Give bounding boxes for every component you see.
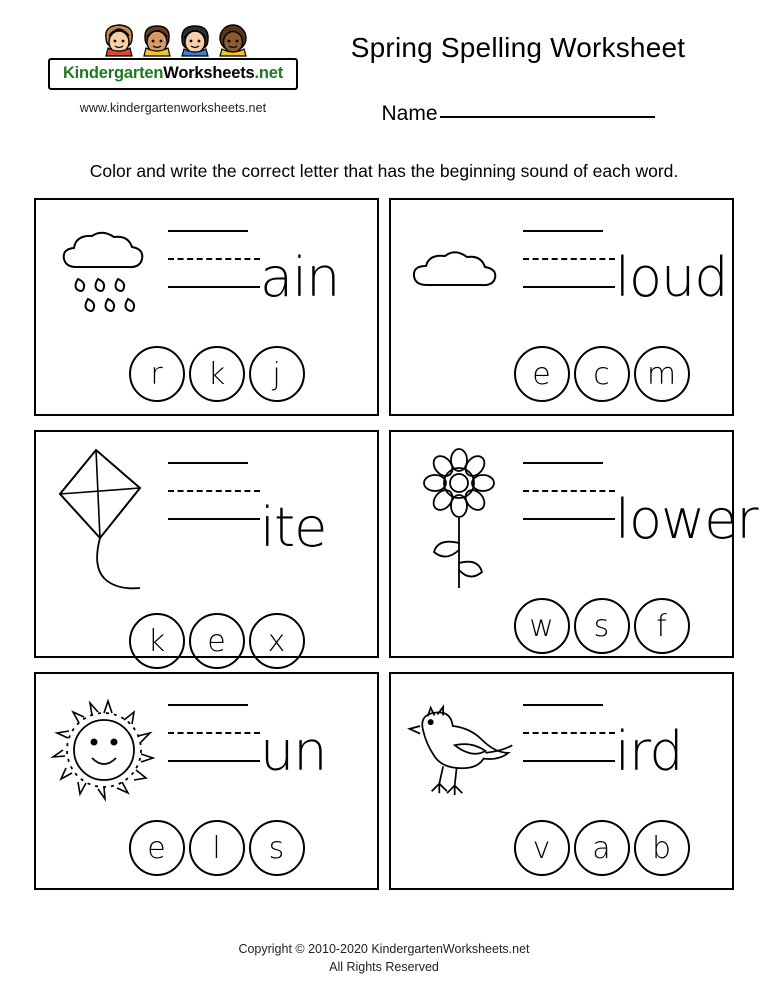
kite-icon xyxy=(44,438,164,613)
name-label: Name xyxy=(381,102,438,125)
letter-choice[interactable]: e xyxy=(129,820,185,876)
letter-choice[interactable]: m xyxy=(634,346,690,402)
logo-text-net: .net xyxy=(254,64,284,82)
rain-cloud-icon xyxy=(44,221,164,331)
letter-choice[interactable]: e xyxy=(514,346,570,402)
letter-choice[interactable]: k xyxy=(189,346,245,402)
name-input-line[interactable] xyxy=(440,115,655,118)
letter-choice[interactable]: k xyxy=(129,613,185,669)
problem-top xyxy=(391,200,732,346)
problem-card-flower[interactable] xyxy=(389,430,758,658)
flower-icon xyxy=(399,438,519,598)
word-remainder: ird xyxy=(615,720,683,783)
word-area xyxy=(164,436,369,615)
page-header xyxy=(0,0,768,155)
letter-choice[interactable]: v xyxy=(514,820,570,876)
site-url: www.kindergartenworksheets.net xyxy=(79,101,267,115)
letter-choices xyxy=(36,820,377,888)
letter-choices xyxy=(36,613,377,681)
kid-face-icon xyxy=(136,18,178,60)
word-area xyxy=(164,678,369,822)
sun-icon xyxy=(44,694,164,806)
handwriting-lines[interactable] xyxy=(523,462,615,520)
word-area xyxy=(519,204,728,348)
letter-choices xyxy=(391,346,732,414)
problem-card-rain[interactable] xyxy=(34,198,379,416)
page-title: Spring Spelling Worksheet xyxy=(350,32,686,63)
letter-choices xyxy=(391,820,732,888)
letter-choices xyxy=(391,598,732,666)
letter-choice[interactable]: b xyxy=(634,820,690,876)
letter-choice[interactable]: l xyxy=(189,820,245,876)
letter-choice[interactable]: e xyxy=(189,613,245,669)
word-area xyxy=(519,678,724,822)
instructions-text: Color and write the correct letter that has the beginning sound of each word. xyxy=(89,161,679,181)
letter-choice[interactable]: x xyxy=(249,613,305,669)
word-remainder: loud xyxy=(615,246,728,309)
word-area xyxy=(164,204,369,348)
kid-face-icon xyxy=(98,18,140,60)
problem-top xyxy=(36,674,377,820)
word-remainder: ite xyxy=(260,495,327,559)
handwriting-lines[interactable] xyxy=(168,230,260,288)
word-remainder: ain xyxy=(260,246,340,309)
letter-choice[interactable]: s xyxy=(249,820,305,876)
logo-wordmark xyxy=(48,58,298,90)
letter-choice[interactable]: c xyxy=(574,346,630,402)
letter-choices xyxy=(36,346,377,414)
problem-top xyxy=(391,432,758,598)
problems-grid xyxy=(34,198,758,890)
logo-text-kindergarten: Kindergarten xyxy=(62,64,164,82)
kid-face-icon xyxy=(174,18,216,60)
name-field-row xyxy=(308,102,728,126)
letter-choice[interactable]: j xyxy=(249,346,305,402)
letter-choice[interactable]: s xyxy=(574,598,630,654)
problem-top xyxy=(36,200,377,346)
handwriting-lines[interactable] xyxy=(523,230,615,288)
problem-card-cloud[interactable] xyxy=(389,198,734,416)
problem-top xyxy=(391,674,732,820)
problem-card-bird[interactable] xyxy=(389,672,734,890)
logo-text-worksheets: Worksheets xyxy=(163,64,255,82)
rights-text: All Rights Reserved xyxy=(329,959,439,974)
letter-choice[interactable]: f xyxy=(634,598,690,654)
title-area xyxy=(298,18,728,126)
word-remainder: lower xyxy=(615,488,758,551)
word-area xyxy=(519,436,758,600)
letter-choice[interactable]: w xyxy=(514,598,570,654)
problem-card-kite[interactable] xyxy=(34,430,379,658)
kids-illustration xyxy=(54,18,298,60)
cloud-icon xyxy=(399,241,519,311)
bird-icon xyxy=(399,695,519,805)
handwriting-lines[interactable] xyxy=(523,704,615,762)
kid-face-icon xyxy=(212,18,254,60)
site-logo[interactable] xyxy=(48,18,298,115)
letter-choice[interactable]: a xyxy=(574,820,630,876)
page-footer xyxy=(0,940,768,976)
word-remainder: un xyxy=(260,720,327,783)
problem-top xyxy=(36,432,377,613)
letter-choice[interactable]: r xyxy=(129,346,185,402)
handwriting-lines[interactable] xyxy=(168,704,260,762)
copyright-text: Copyright © 2010-2020 KindergartenWorksheets.net xyxy=(238,941,530,956)
handwriting-lines[interactable] xyxy=(168,462,260,520)
problem-card-sun[interactable] xyxy=(34,672,379,890)
